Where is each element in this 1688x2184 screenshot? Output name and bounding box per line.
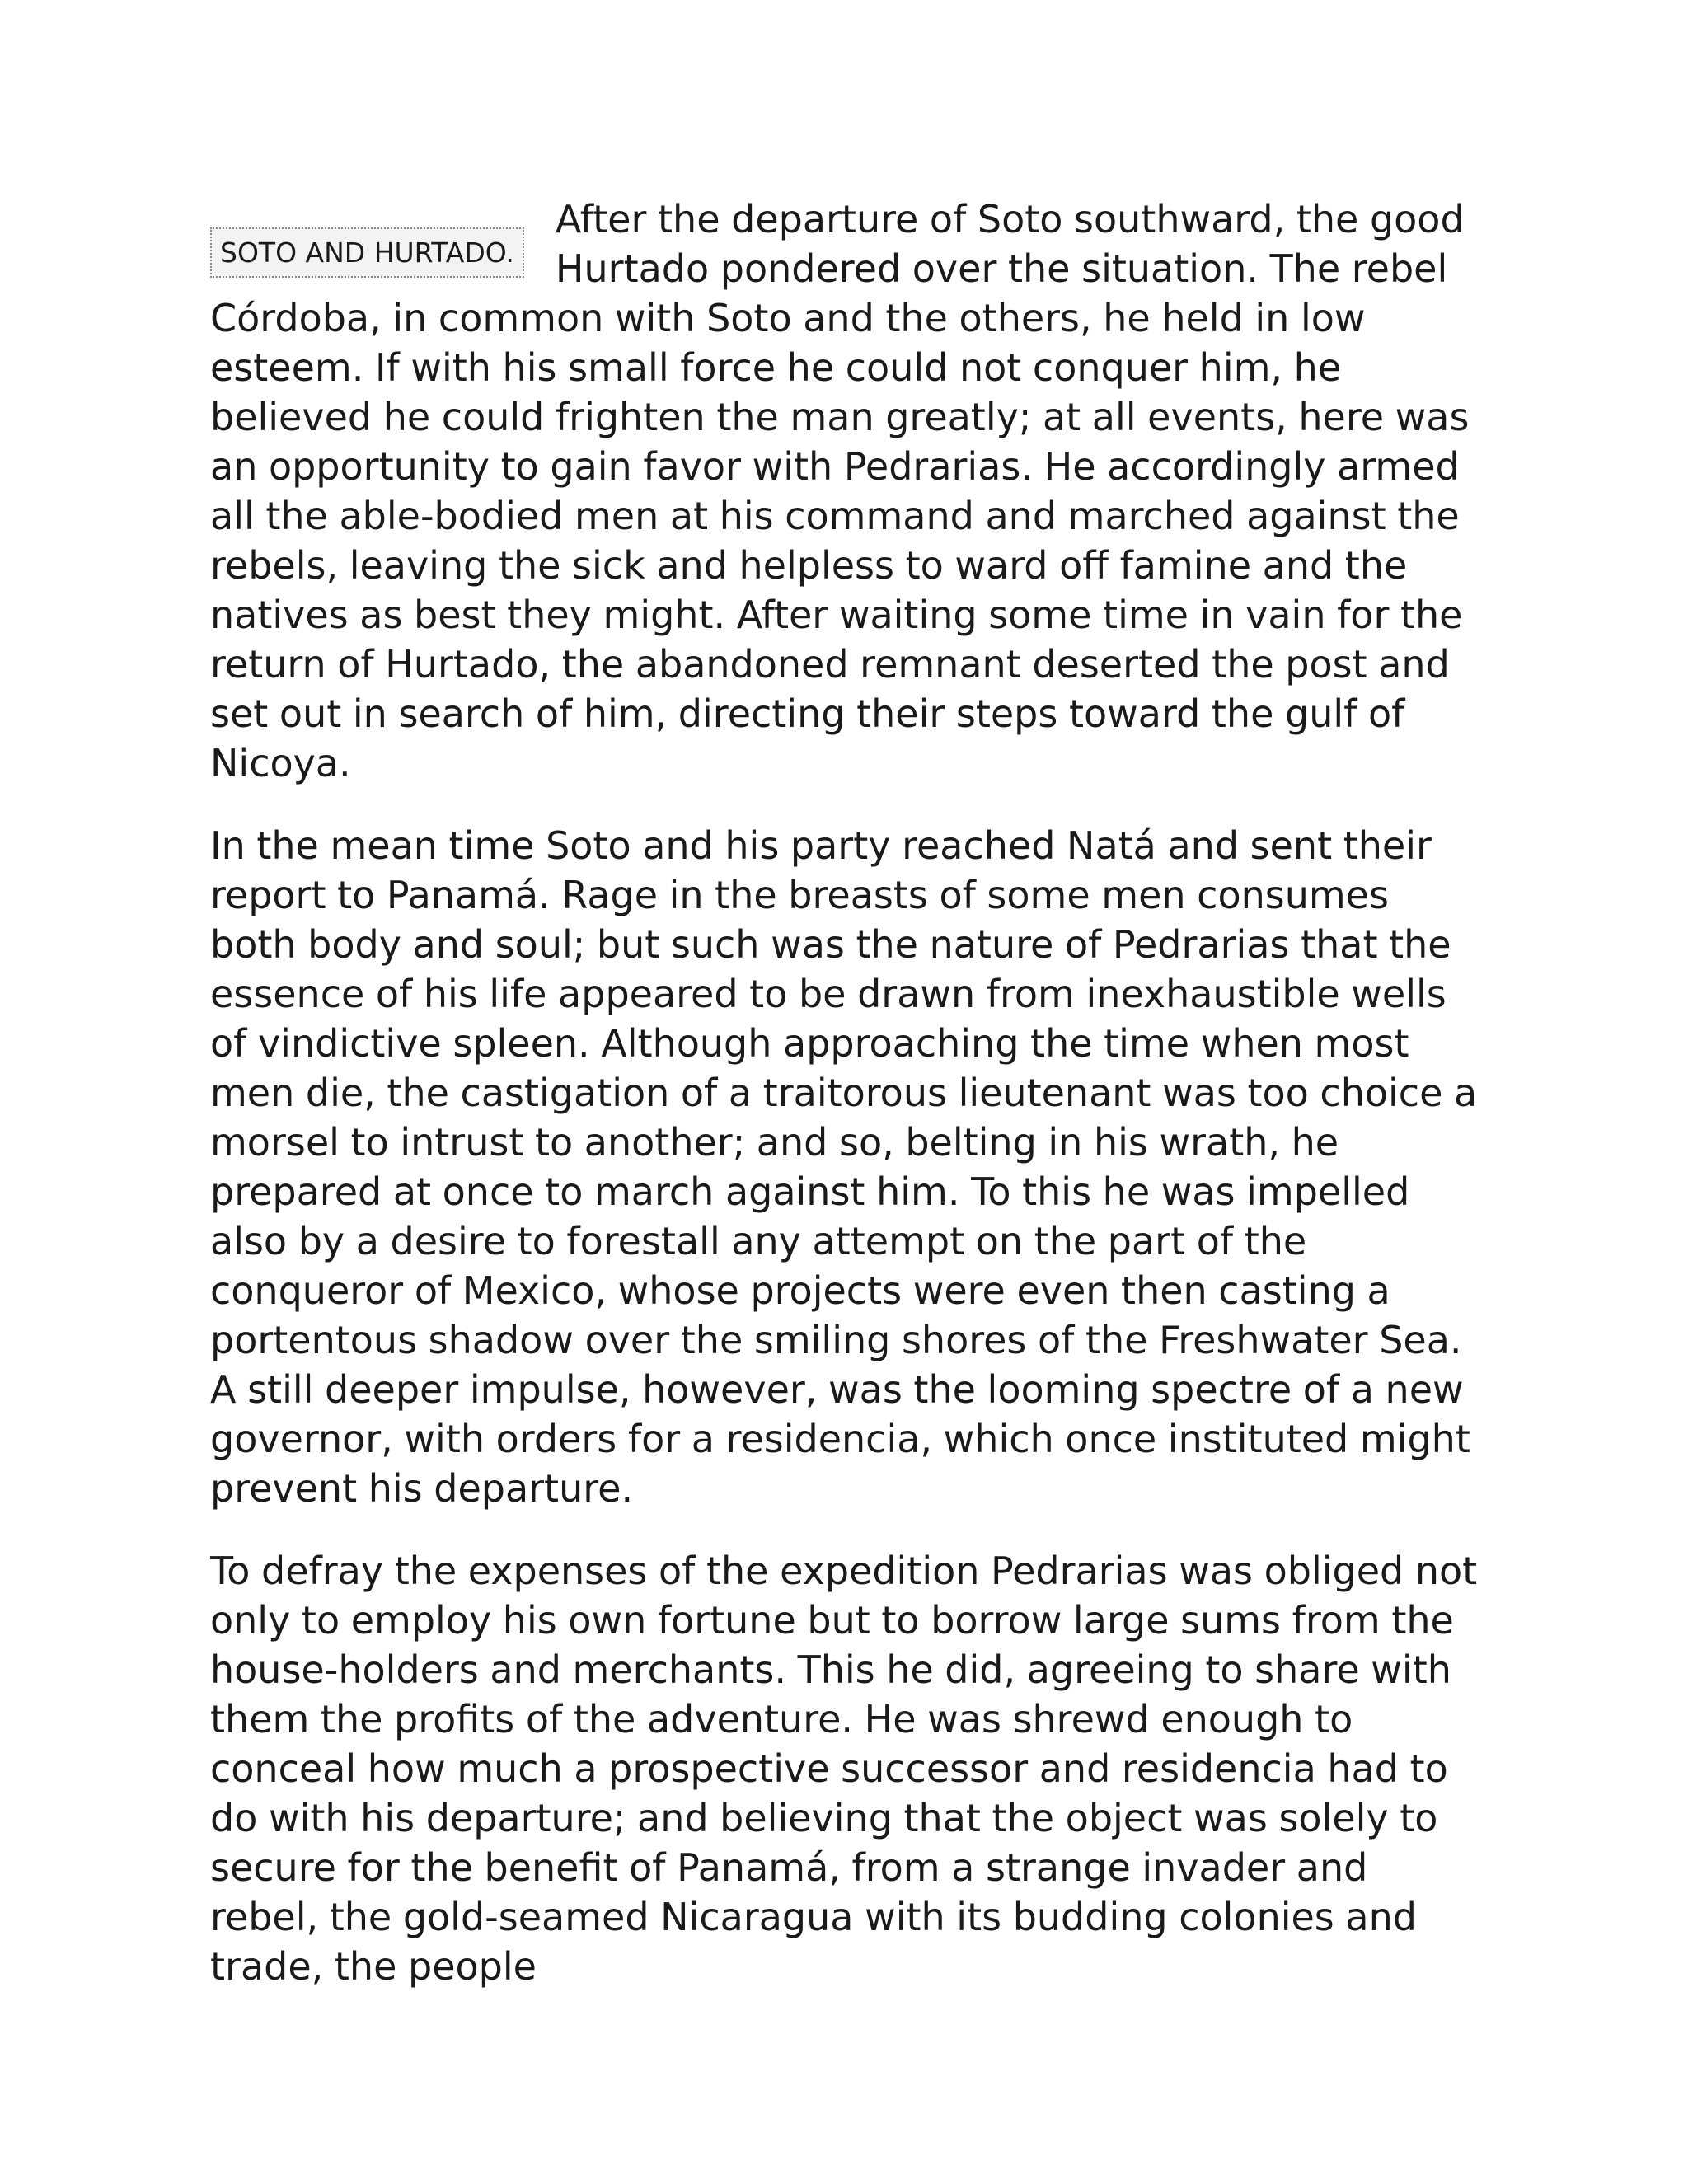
paragraph-3: To defray the expenses of the expedition Pedrarias was obliged not only to employ his own fortune but to borrow large sums from the house-holders and merchants. This he did, agreeing to share with them the profits of the adventure. He was shrewd enough to conceal how much a prospective successor and residencia had to do with his departure; and believing that the object was solely to secure for the benefit of Panamá, from a strange invader and rebel, the gold-seamed Nicaragua with its budding colonies and trade, the people bbox=[210, 1549, 1478, 1989]
paragraph-1: After the departure of Soto southward, the good Hurtado pondered over the situation. The rebel Córdoba, in common with Soto and the others, he held in low esteem. If with his small force he could not conquer him, he believed he could frighten the man greatly; at all events, here was an opportunity to gain favor with Pedrarias. He accordingly armed all the able-bodied men at his command and marched against the rebels, leaving the sick and helpless to ward off famine and the natives as best they might. After waiting some time in vain for the return of Hurtado, the abandoned remnant deserted the post and set out in search of him, directing their steps toward the gulf of Nicoya. bbox=[210, 197, 1470, 785]
margin-note: SOTO AND HURTADO. bbox=[210, 227, 524, 278]
document-page bbox=[210, 194, 1484, 2024]
paragraph-2: In the mean time Soto and his party reached Natá and sent their report to Panamá. Rage in the breasts of some men consumes both body and soul; but such was the nature of Pedrarias that the essence of his life appeared to be drawn from inexhaustible wells of vindictive spleen. Although approaching the time when most men die, the castigation of a traitorous lieutenant was too choice a morsel to intrust to another; and so, belting in his wrath, he prepared at once to march against him. To this he was impelled also by a desire to forestall any attempt on the part of the conqueror of Mexico, whose projects were even then casting a portentous shadow over the smiling shores of the Freshwater Sea. A still deeper impulse, however, was the looming spectre of a new governor, with orders for a residencia, which once instituted might prevent his departure. bbox=[210, 823, 1478, 1511]
